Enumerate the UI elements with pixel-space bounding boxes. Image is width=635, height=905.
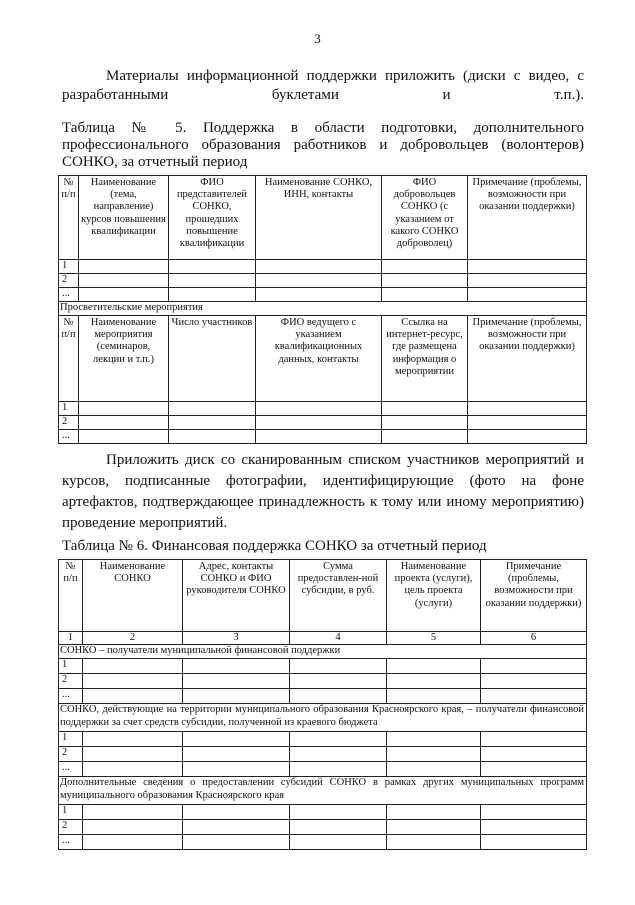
table6-title: Таблица № 6. Финансовая поддержка СОНКО за отчетный период [62, 538, 487, 554]
table6-header-project: Наименование проекта (услуги), цель проекта (услуги) [387, 560, 481, 632]
table-row [59, 430, 587, 444]
table6-header-row [59, 560, 587, 632]
section-row [59, 704, 587, 732]
table6-header-sonko: Наименование СОНКО [83, 560, 183, 632]
table5-header2-num: № п/п [59, 316, 79, 402]
table5-header-volunteers: ФИО добровольцев СОНКО (с указанием от какого СОНКО доброволец) [382, 176, 468, 260]
col-number: 6 [481, 632, 587, 645]
table5-header-row [59, 176, 587, 260]
table-row [59, 762, 587, 777]
col-number: 1 [59, 632, 83, 645]
attach-paragraph: Приложить диск со сканированным списком участников мероприятий и курсов, подписанные фотографии, идентифицирующие (фото на фоне артефактов, подтверждающее принадлежность к тому или иному мероприятию) проведение мероприятий. [62, 452, 584, 531]
section-row [59, 777, 587, 805]
table5-header-note: Примечание (проблемы, возможности при оказании поддержки) [468, 176, 587, 260]
intro-paragraph: Материалы информационной поддержки приложить (диски с видео, с разработанными буклетами и т.п.). [62, 68, 584, 103]
table5-header2-host: ФИО ведущего с указанием квалификационных данных, контакты [256, 316, 382, 402]
table6 [58, 559, 587, 850]
column-number-row [59, 632, 587, 645]
table5-header-sonko: Наименование СОНКО, ИНН, контакты [256, 176, 382, 260]
section-row [59, 302, 587, 316]
table-row [59, 260, 587, 274]
row-number: 2 [59, 274, 79, 288]
table-row [59, 747, 587, 762]
row-number: 2 [59, 747, 83, 762]
table6-header-address: Адрес, контакты СОНКО и ФИО руководителя СОНКО [183, 560, 290, 632]
table-row [59, 805, 587, 820]
table-row [59, 288, 587, 302]
table-row [59, 416, 587, 430]
table6-header-amount: Сумма предоставлен-ной субсидии, в руб. [290, 560, 387, 632]
table5-title: Таблица № 5. Поддержка в области подготовки, дополнительного профессионального образования работников и добровольцев (волонтеров) СОНКО, за отчетный период [62, 120, 584, 170]
row-number: 1 [59, 732, 83, 747]
table6-section2: СОНКО, действующие на территории муниципального образования Красноярского края, – получатели финансовой поддержки за счет средств субсидии, полученной из краевого бюджета [59, 704, 587, 732]
table6-header-num: № п/п [59, 560, 83, 632]
table5-header2-participants: Число участников [169, 316, 256, 402]
col-number: 2 [83, 632, 183, 645]
table6-section3: Дополнительные сведения о предоставлении субсидий СОНКО в рамках других муниципальных программ муниципального образования Красноярского края [59, 777, 587, 805]
table-row [59, 274, 587, 288]
table-row [59, 732, 587, 747]
table-row [59, 820, 587, 835]
row-number: 2 [59, 820, 83, 835]
col-number: 3 [183, 632, 290, 645]
page-number: 3 [314, 31, 321, 46]
table6-section1: СОНКО – получатели муниципальной финансовой поддержки [59, 645, 587, 659]
row-number: 2 [59, 416, 79, 430]
table5-header2-note: Примечание (проблемы, возможности при оказании поддержки) [468, 316, 587, 402]
table5-header-num: № п/п [59, 176, 79, 260]
table6-header-note: Примечание (проблемы, возможности при оказании поддержки) [481, 560, 587, 632]
table5-header2-event: Наименование мероприятия (семинаров, лекции и т.п.) [79, 316, 169, 402]
row-number: ... [59, 288, 79, 302]
section-row [59, 645, 587, 659]
table-row [59, 674, 587, 689]
row-number: 1 [59, 260, 79, 274]
table5-header2-row [59, 316, 587, 402]
row-number: 2 [59, 674, 83, 689]
table5-header-representatives: ФИО представителей СОНКО, прошедших повышение квалификации [169, 176, 256, 260]
row-number: ... [59, 762, 83, 777]
table-row [59, 689, 587, 704]
col-number: 4 [290, 632, 387, 645]
row-number: 1 [59, 402, 79, 416]
row-number: 1 [59, 659, 83, 674]
col-number: 5 [387, 632, 481, 645]
row-number: 1 [59, 805, 83, 820]
table-row [59, 659, 587, 674]
table-row [59, 835, 587, 850]
table5-header-course: Наименование (тема, направление) курсов повышения квалификации [79, 176, 169, 260]
row-number: ... [59, 835, 83, 850]
table5-section-label: Просветительские мероприятия [59, 302, 587, 316]
row-number: ... [59, 689, 83, 704]
row-number: ... [59, 430, 79, 444]
table-row [59, 402, 587, 416]
table5-header2-link: Ссылка на интернет-ресурс, где размещена информация о мероприятии [382, 316, 468, 402]
table5 [58, 175, 587, 444]
